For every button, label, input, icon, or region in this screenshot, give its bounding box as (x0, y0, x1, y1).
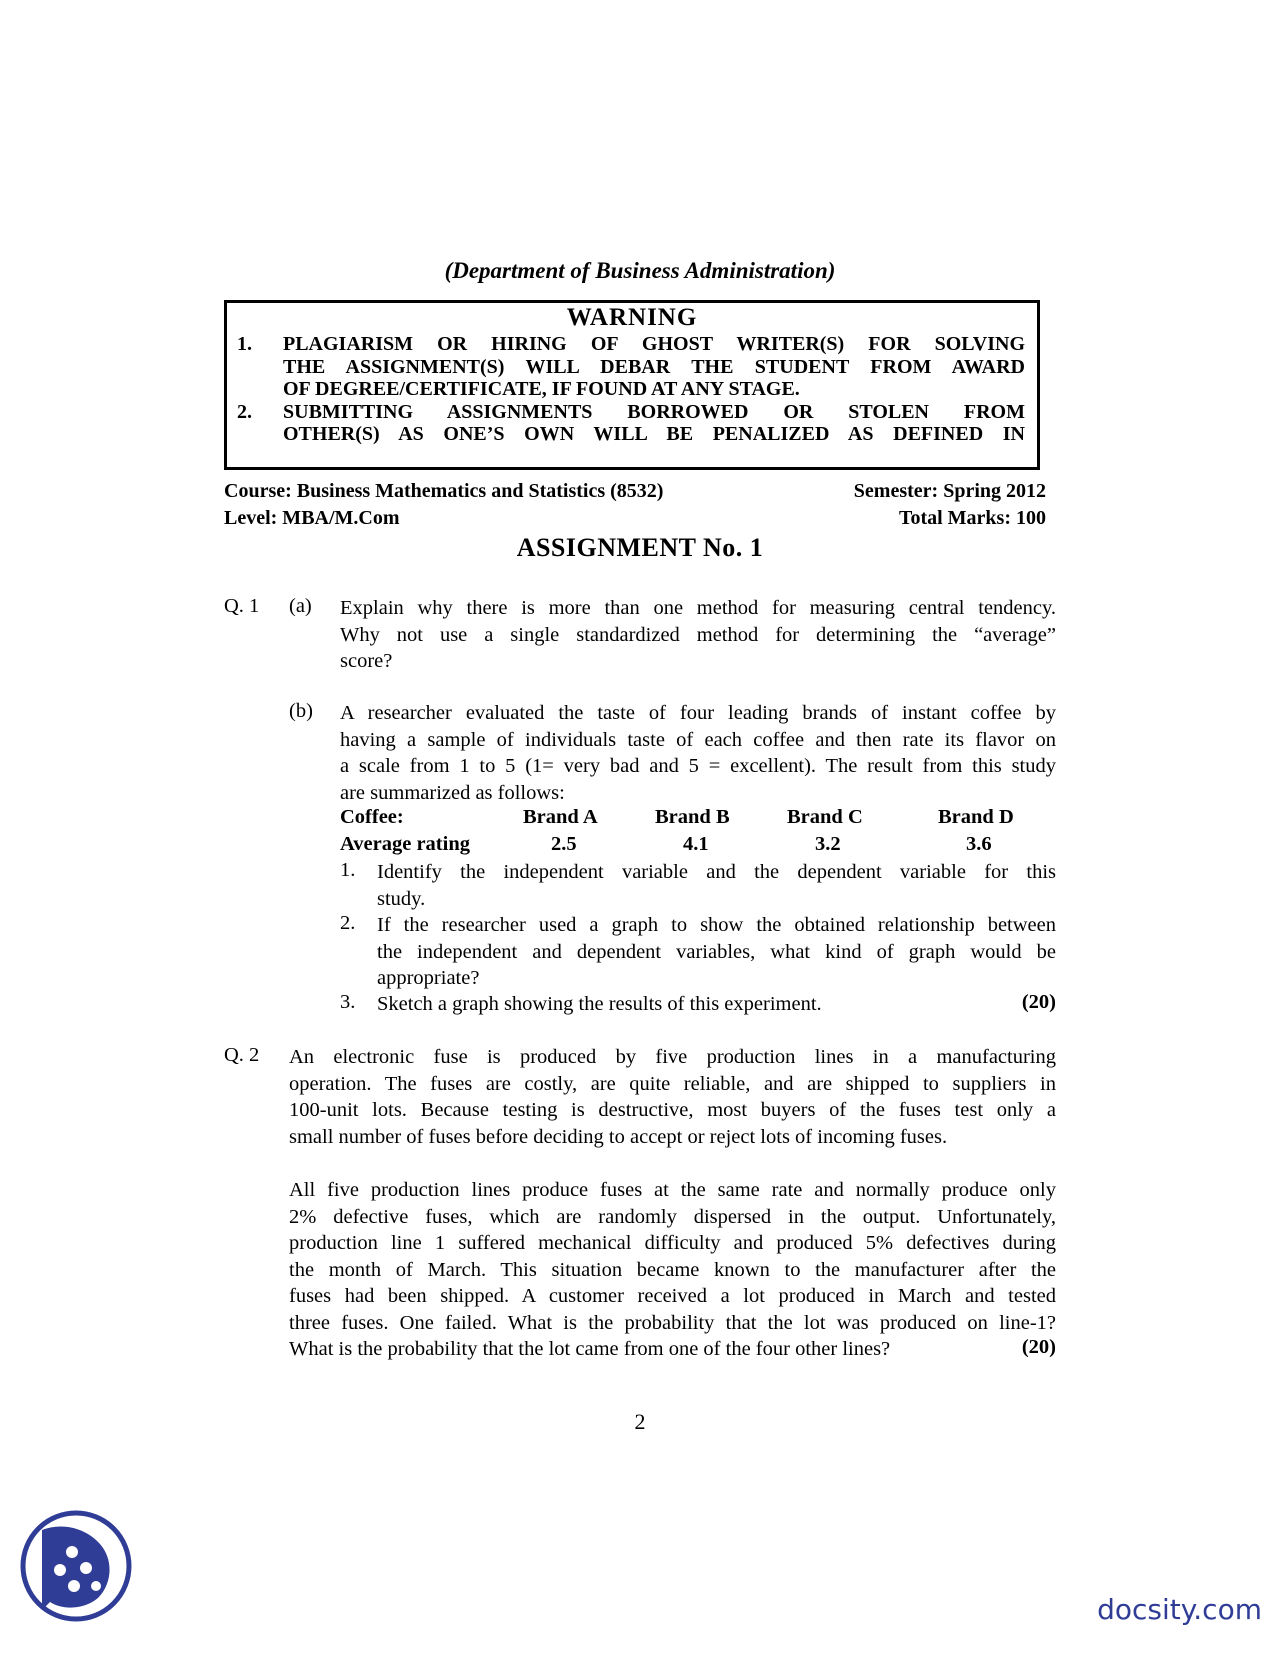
total-marks: Total Marks: 100 (898, 507, 1046, 529)
q1-label: Q. 1 (224, 595, 260, 617)
subitem-3-text (377, 991, 977, 1018)
course-name: Course: Business Mathematics and Statistics (8532) (224, 480, 664, 502)
text-line: Why not use a single standardized method for determining the “average” (340, 623, 1056, 646)
text-line: Identify the independent variable and the dependent variable for this (377, 861, 1056, 883)
text-line: What is the probability that the lot came from one of the four other lines? (289, 1338, 891, 1360)
text-line: Explain why there is more than one method for measuring central tendency. (340, 597, 1056, 619)
text-line: If the researcher used a graph to show the obtained relationship between (377, 914, 1056, 936)
brand-b: Brand B (655, 806, 730, 828)
page-number: 2 (634, 1409, 646, 1434)
docsity-logo-icon (20, 1510, 132, 1622)
warning-line: PLAGIARISM OR HIRING OF GHOST WRITER(S) FOR SOLVING (283, 333, 1025, 355)
warning-line: OF DEGREE/CERTIFICATE, IF FOUND AT ANY STAGE. (283, 378, 800, 400)
q2-label: Q. 2 (224, 1044, 260, 1066)
text-line: An electronic fuse is produced by five production lines in a manufacturing (289, 1046, 1056, 1068)
warning-item-number: 2. (237, 400, 252, 423)
semester: Semester: Spring 2012 (853, 480, 1046, 502)
q2-paragraph-1 (289, 1044, 1056, 1150)
subitem-number: 3. (340, 991, 356, 1013)
level: Level: MBA/M.Com (224, 507, 400, 529)
rating-a: 2.5 (551, 833, 577, 855)
warning-item-2 (227, 401, 1037, 446)
text-line: production line 1 suffered mechanical difficulty and produced 5% defectives during (289, 1232, 1056, 1254)
warning-box (224, 300, 1040, 470)
text-line: operation. The fuses are costly, are quite reliable, and are shipped to suppliers in (289, 1072, 1056, 1095)
q1a-label: (a) (289, 595, 312, 617)
text-line: All five production lines produce fuses at the same rate and normally produce only (289, 1179, 1056, 1201)
text-line: appropriate? (377, 967, 480, 989)
q2-marks: (20) (1021, 1336, 1056, 1358)
q1b-text (340, 700, 1056, 806)
q1b-label: (b) (289, 700, 313, 722)
text-line: the month of March. This situation became known to the manufacturer after the (289, 1258, 1056, 1281)
docsity-brand-text[interactable]: docsity.com (1097, 1593, 1262, 1626)
text-line: A researcher evaluated the taste of four leading brands of instant coffee by (340, 702, 1056, 724)
subitem-2-text (377, 912, 1056, 992)
warning-item-number: 1. (237, 333, 252, 355)
rating-label: Average rating (340, 833, 470, 855)
q2-paragraph-2 (289, 1177, 1056, 1363)
warning-line: SUBMITTING ASSIGNMENTS BORROWED OR STOLEN FROM (283, 400, 1025, 423)
warning-item-1 (227, 333, 1037, 401)
brand-d: Brand D (938, 806, 1014, 828)
text-line: fuses had been shipped. A customer received a lot produced in March and tested (289, 1285, 1056, 1307)
brand-c: Brand C (787, 806, 863, 828)
warning-title: WARNING (566, 304, 698, 331)
text-line: study. (377, 887, 426, 910)
rating-c: 3.2 (815, 833, 841, 855)
text-line: score? (340, 650, 393, 672)
coffee-label: Coffee: (340, 806, 404, 828)
subitem-1-text (377, 859, 1056, 912)
department-heading: (Department of Business Administration) (444, 258, 836, 283)
warning-line: THE ASSIGNMENT(S) WILL DEBAR THE STUDENT FROM AWARD (283, 355, 1025, 378)
text-line: three fuses. One failed. What is the probability that the lot was produced on line-1? (289, 1311, 1056, 1334)
text-line: the independent and dependent variables, what kind of graph would be (377, 940, 1056, 963)
text-line: a scale from 1 to 5 (1= very bad and 5 = excellent). The result from this study (340, 755, 1056, 777)
text-line: are summarized as follows: (340, 781, 565, 804)
q1-marks: (20) (1021, 991, 1056, 1013)
text-line: Sketch a graph showing the results of this experiment. (377, 993, 822, 1015)
assignment-title: ASSIGNMENT No. 1 (516, 533, 764, 562)
text-line: having a sample of individuals taste of each coffee and then rate its flavor on (340, 728, 1056, 751)
text-line: 100-unit lots. Because testing is destructive, most buyers of the fuses test only a (289, 1099, 1056, 1121)
text-line: 2% defective fuses, which are randomly dispersed in the output. Unfortunately, (289, 1205, 1056, 1228)
brand-a: Brand A (523, 806, 598, 828)
warning-line: OTHER(S) AS ONE’S OWN WILL BE PENALIZED AS DEFINED IN (283, 423, 1025, 445)
subitem-number: 2. (340, 912, 356, 934)
q1a-text (340, 595, 1056, 675)
rating-b: 4.1 (683, 833, 709, 855)
text-line: small number of fuses before deciding to accept or reject lots of incoming fuses. (289, 1125, 948, 1148)
subitem-number: 1. (340, 859, 356, 881)
rating-d: 3.6 (966, 833, 992, 855)
